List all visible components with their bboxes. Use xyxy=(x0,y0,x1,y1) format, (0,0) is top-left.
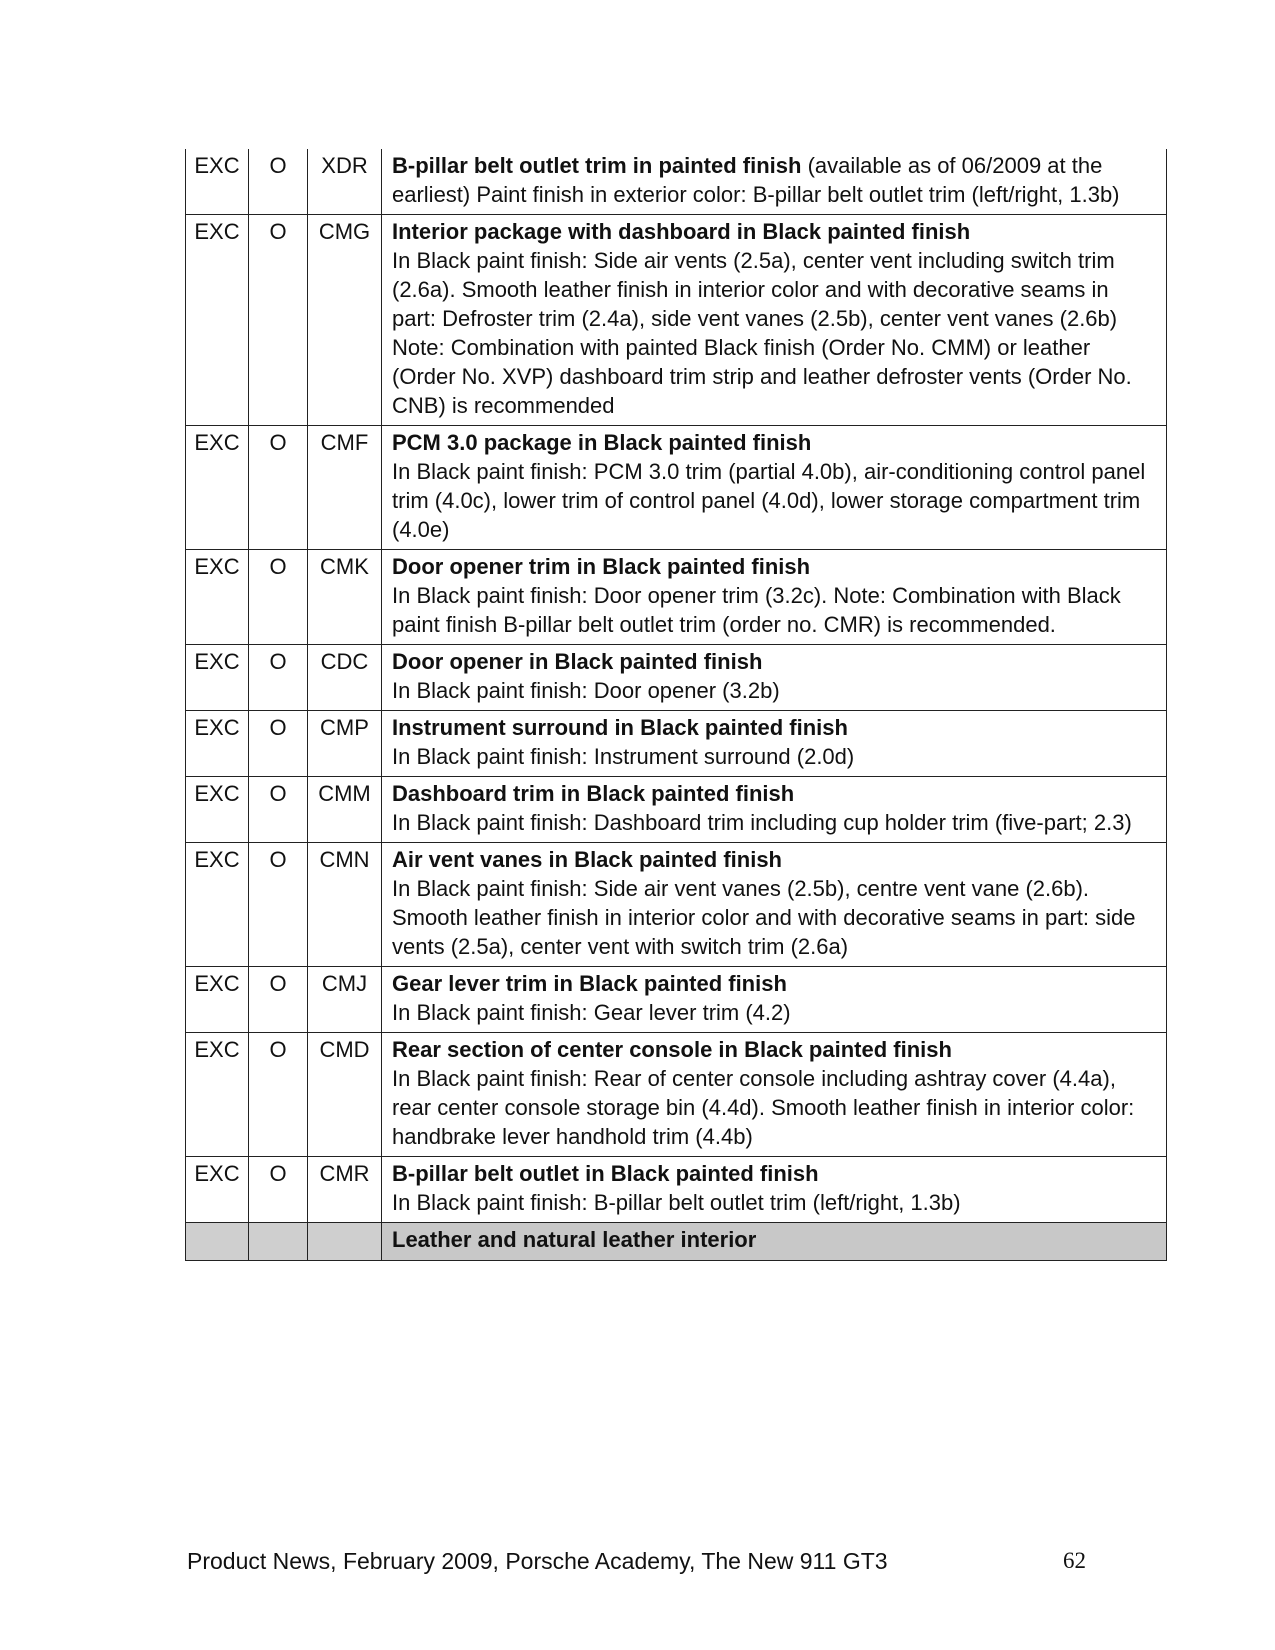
empty-cell xyxy=(186,1223,249,1261)
table-row xyxy=(186,1157,1167,1223)
option-code-cell: CMG xyxy=(308,215,382,426)
option-title: PCM 3.0 package in Black painted finish xyxy=(392,430,812,455)
availability-cell: O xyxy=(249,967,308,1033)
option-title: B-pillar belt outlet trim in painted finish xyxy=(392,153,802,178)
option-title: Rear section of center console in Black painted finish xyxy=(392,1037,952,1062)
description-cell xyxy=(382,711,1167,777)
option-code-cell: CMM xyxy=(308,777,382,843)
option-text: In Black paint finish: B-pillar belt outlet trim (left/right, 1.3b) xyxy=(392,1190,961,1215)
option-code-cell: CMD xyxy=(308,1033,382,1157)
availability-cell: O xyxy=(249,843,308,967)
table-row xyxy=(186,149,1167,215)
availability-cell: O xyxy=(249,711,308,777)
option-code-cell: CMN xyxy=(308,843,382,967)
availability-cell: O xyxy=(249,645,308,711)
option-text: In Black paint finish: Side air vent vanes (2.5b), centre vent vane (2.6b). Smooth leather finish in interior color and with decorative seams in part: side vents (2.5a), center vent with switch trim (2.6a) xyxy=(392,876,1136,959)
description-cell xyxy=(382,149,1167,215)
option-text: (available as of 06/2009 at the earliest) Paint finish in exterior color: B-pillar belt outlet trim (left/right, 1.3b) xyxy=(392,153,1120,207)
option-text: In Black paint finish: PCM 3.0 trim (partial 4.0b), air-conditioning control panel trim (4.0c), lower trim of control panel (4.0d), lower storage compartment trim (4.0e) xyxy=(392,459,1146,542)
description-cell xyxy=(382,645,1167,711)
description-cell xyxy=(382,426,1167,550)
table-row xyxy=(186,550,1167,645)
option-code-cell: CDC xyxy=(308,645,382,711)
description-cell xyxy=(382,843,1167,967)
availability-cell: O xyxy=(249,1157,308,1223)
availability-cell: O xyxy=(249,215,308,426)
option-text: In Black paint finish: Door opener (3.2b) xyxy=(392,678,780,703)
option-code-cell: CMJ xyxy=(308,967,382,1033)
category-cell: EXC xyxy=(186,1033,249,1157)
option-text: In Black paint finish: Side air vents (2.5a), center vent including switch trim (2.6a). Smooth leather finish in interior color and with decorative seams in part: Defroster trim (2.4a), side vent vanes (2.5b), center vent vanes (2.6b) Note: Combination with painted Black finish (Order No. CMM) or leather (Order No. XVP) dashboard trim strip and leather defroster vents (Order No. CNB) is recommended xyxy=(392,248,1132,418)
option-text: In Black paint finish: Door opener trim (3.2c). Note: Combination with Black paint finish B-pillar belt outlet trim (order no. CMR) is recommended. xyxy=(392,583,1121,637)
table-row xyxy=(186,967,1167,1033)
option-title: Interior package with dashboard in Black painted finish xyxy=(392,219,971,244)
option-title: Door opener in Black painted finish xyxy=(392,649,763,674)
category-cell: EXC xyxy=(186,215,249,426)
option-code-cell: CMR xyxy=(308,1157,382,1223)
empty-cell xyxy=(249,1223,308,1261)
table-row xyxy=(186,777,1167,843)
category-cell: EXC xyxy=(186,967,249,1033)
section-header-cell xyxy=(382,1223,1167,1261)
option-title: Dashboard trim in Black painted finish xyxy=(392,781,795,806)
empty-cell xyxy=(308,1223,382,1261)
option-code-cell: CMF xyxy=(308,426,382,550)
option-title: Air vent vanes in Black painted finish xyxy=(392,847,782,872)
category-cell: EXC xyxy=(186,711,249,777)
section-header: Leather and natural leather interior xyxy=(392,1227,757,1252)
category-cell: EXC xyxy=(186,843,249,967)
option-title: Gear lever trim in Black painted finish xyxy=(392,971,787,996)
option-text: In Black paint finish: Instrument surround (2.0d) xyxy=(392,744,855,769)
section-header-row xyxy=(186,1223,1167,1261)
option-title: Door opener trim in Black painted finish xyxy=(392,554,811,579)
options-table xyxy=(185,149,1167,1261)
category-cell: EXC xyxy=(186,550,249,645)
description-cell xyxy=(382,967,1167,1033)
option-text: In Black paint finish: Dashboard trim including cup holder trim (five-part; 2.3) xyxy=(392,810,1132,835)
description-cell xyxy=(382,215,1167,426)
availability-cell: O xyxy=(249,777,308,843)
footer-text: Product News, February 2009, Porsche Academy, The New 911 GT3 xyxy=(187,1548,888,1574)
category-cell: EXC xyxy=(186,149,249,215)
table-row xyxy=(186,1033,1167,1157)
category-cell: EXC xyxy=(186,1157,249,1223)
description-cell xyxy=(382,1033,1167,1157)
availability-cell: O xyxy=(249,1033,308,1157)
table-row xyxy=(186,645,1167,711)
table-row xyxy=(186,711,1167,777)
option-code-cell: CMK xyxy=(308,550,382,645)
category-cell: EXC xyxy=(186,645,249,711)
table-row xyxy=(186,426,1167,550)
availability-cell: O xyxy=(249,149,308,215)
category-cell: EXC xyxy=(186,777,249,843)
description-cell xyxy=(382,777,1167,843)
option-text: In Black paint finish: Rear of center console including ashtray cover (4.4a), rear center console storage bin (4.4d). Smooth leather finish in interior color: handbrake lever handhold trim (4.4b) xyxy=(392,1066,1135,1149)
table-row xyxy=(186,843,1167,967)
option-code-cell: XDR xyxy=(308,149,382,215)
description-cell xyxy=(382,1157,1167,1223)
option-text: In Black paint finish: Gear lever trim (4.2) xyxy=(392,1000,791,1025)
availability-cell: O xyxy=(249,550,308,645)
table-row xyxy=(186,215,1167,426)
description-cell xyxy=(382,550,1167,645)
availability-cell: O xyxy=(249,426,308,550)
option-code-cell: CMP xyxy=(308,711,382,777)
category-cell: EXC xyxy=(186,426,249,550)
option-title: B-pillar belt outlet in Black painted finish xyxy=(392,1161,819,1186)
option-title: Instrument surround in Black painted finish xyxy=(392,715,848,740)
page-number: 62 xyxy=(1063,1548,1086,1573)
